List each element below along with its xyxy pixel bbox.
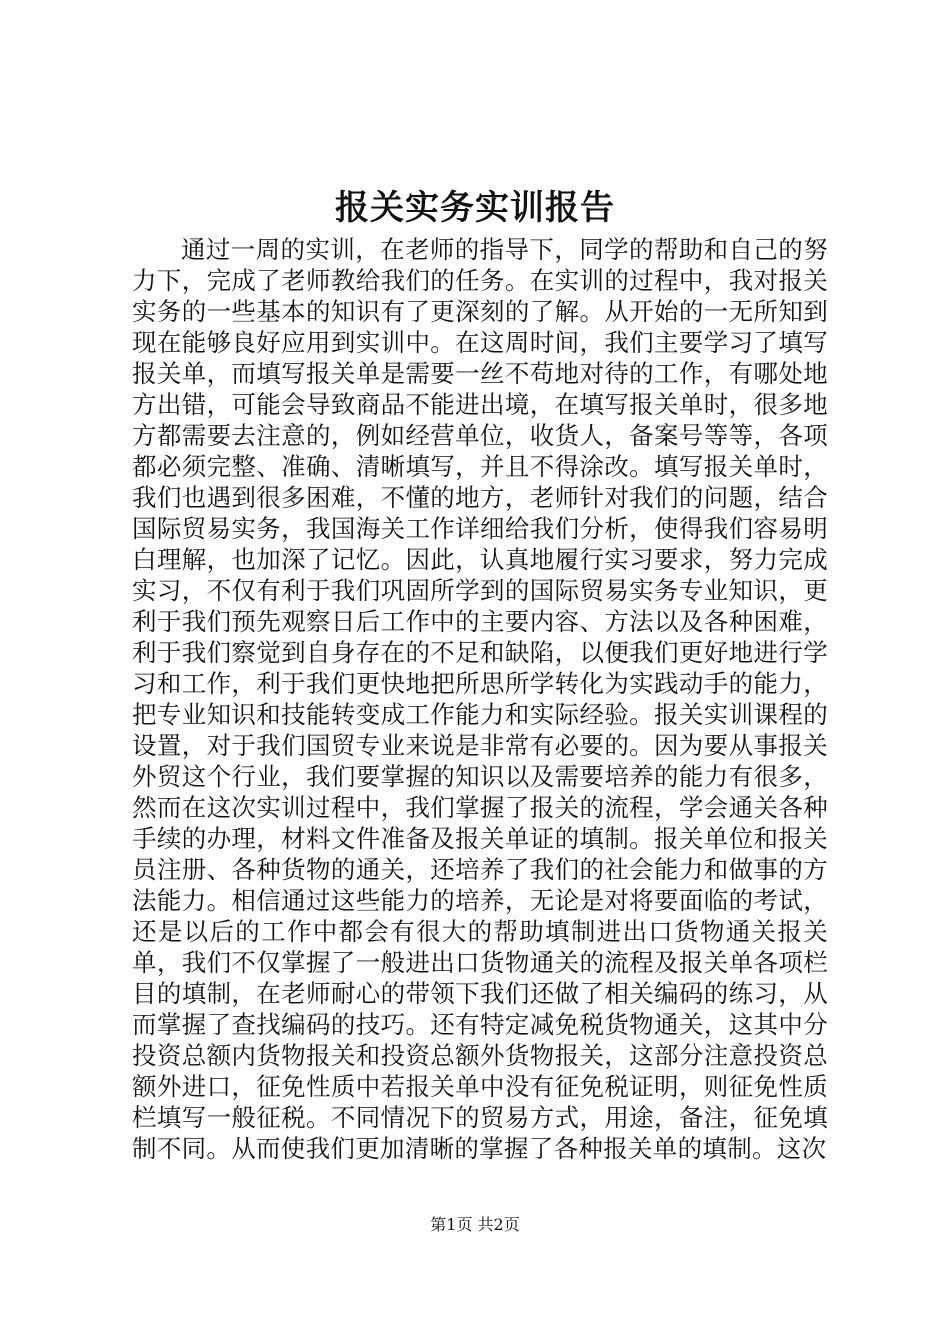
page-footer: 第1页 共2页 bbox=[430, 1215, 520, 1234]
body-paragraph: 通过一周的实训，在老师的指导下，同学的帮助和自己的努力下，完成了老师教给我们的任务。在实训的过程中，我对报关实务的一些基本的知识有了更深刻的了解。从开始的一无所知到现在能够良好应用到实训中。在这周时间，我们主要学习了填写报关单，而填写报关单是需要一丝不苟地对待的工作，有哪处地方出错，可能会导致商品不能进出境，在填写报关单时，很多地方都需要去注意的，例如经营单位，收货人，备案号等等，各项都必须完整、准确、清晰填写，并且不得涂改。填写报关单时，我们也遇到很多困难，不懂的地方，老师针对我们的问题，结合国际贸易实务，我国海关工作详细给我们分析，使得我们容易明白理解，也加深了记忆。因此，认真地履行实习要求，努力完成实习，不仅有利于我们巩固所学到的国际贸易实务专业知识，更利于我们预先观察日后工作中的主要内容、方法以及各种困难，利于我们察觉到自身存在的不足和缺陷，以便我们更好地进行学习和工作，利于我们更快地把所思所学转化为实践动手的能力，把专业知识和技能转变成工作能力和实际经验。报关实训课程的设置，对于我们国贸专业来说是非常有必要的。因为要从事报关外贸这个行业，我们要掌握的知识以及需要培养的能力有很多，然而在这次实训过程中，我们掌握了报关的流程，学会通关各种手续的办理，材料文件准备及报关单证的填制。报关单位和报关员注册、各种货物的通关，还培养了我们的社会能力和做事的方法能力。相信通过这些能力的培养，无论是对将要面临的考试，还是以后的工作中都会有很大的帮助填制进出口货物通关报关单，我们不仅掌握了一般进出口货物通关的流程及报关单各项栏目的填制，在老师耐心的带领下我们还做了相关编码的练习，从而掌握了查找编码的技巧。还有特定减免税货物通关，这其中分投资总额内货物报关和投资总额外货物报关，这部分注意投资总额外进口，征免性质中若报关单中没有征免税证明，则征免性质栏填写一般征税。不同情况下的贸易方式，用途，备注，征免填制不同。从而使我们更加清晰的掌握了各种报关单的填制。这次 bbox=[132, 235, 828, 1163]
document-title: 报关实务实训报告 bbox=[335, 188, 615, 228]
